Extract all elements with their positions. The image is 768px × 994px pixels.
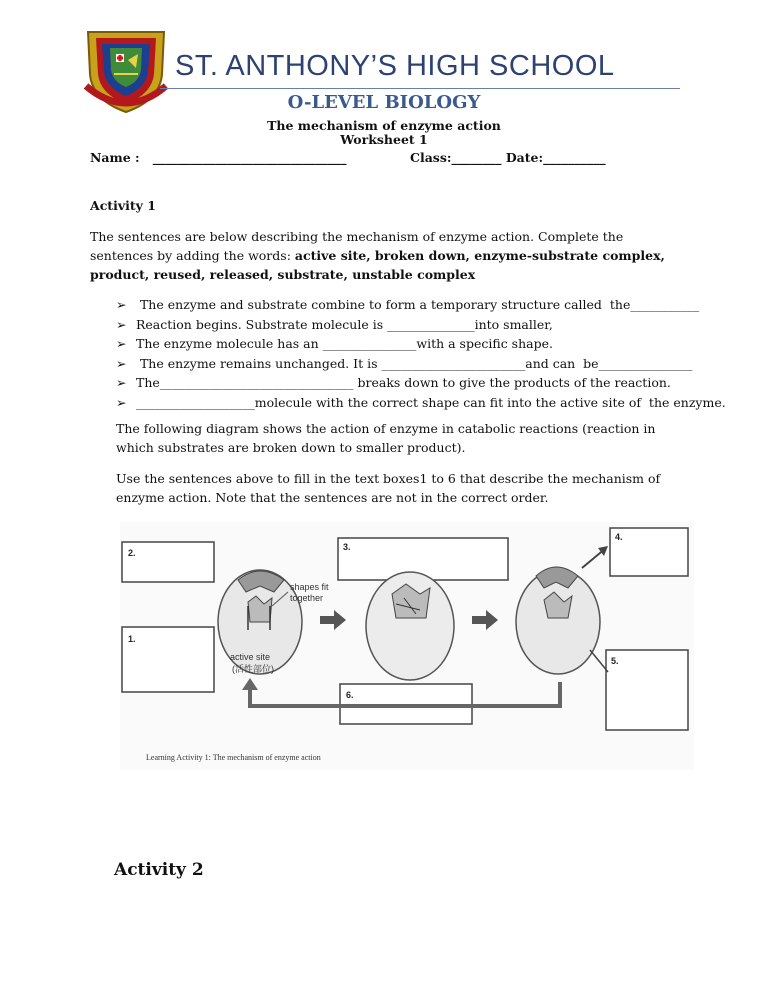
answer-box-1[interactable] [122, 627, 214, 692]
active-site-label: active site [230, 652, 271, 662]
activity-1-intro [90, 227, 670, 284]
enzyme-substrate-complex-illustration [366, 572, 454, 680]
shapes-fit-label: shapes fit [290, 582, 329, 592]
arrow-bullet-icon: ➢ [116, 297, 127, 312]
active-site-chinese-label: (活性部位) [232, 664, 274, 674]
box-label-5: 5. [611, 656, 619, 666]
list-item[interactable] [116, 375, 696, 395]
sentence-text: The enzyme and substrate combine to form a temporary structure called the___________ [136, 297, 700, 312]
arrow-bullet-icon: ➢ [116, 375, 127, 390]
activity-2-heading: Activity 2 [114, 860, 204, 880]
list-item[interactable] [116, 356, 696, 376]
box-label-1: 1. [128, 634, 136, 644]
shapes-fit-label-line-2: together [290, 593, 324, 603]
worksheet-title: The mechanism of enzyme action [267, 118, 501, 133]
class-date-field[interactable]: Class:________ Date:__________ [410, 150, 606, 165]
box-label-6: 6. [346, 690, 354, 700]
word-bank: active site, broken down, enzyme-substrate complex, product, reused, released, substrate, unstable complex [90, 248, 665, 282]
arrow-bullet-icon: ➢ [116, 394, 127, 410]
subject-title: O-LEVEL BIOLOGY [287, 92, 481, 113]
arrow-bullet-icon: ➢ [116, 316, 127, 332]
enzyme-mechanism-diagram [120, 522, 694, 770]
sentence-text: The enzyme molecule has an _______________with a specific shape. [136, 336, 553, 351]
list-item[interactable] [116, 297, 700, 317]
box-label-2: 2. [128, 548, 136, 558]
school-name: ST. ANTHONY’S HIGH SCHOOL [175, 50, 615, 82]
sentence-text: The enzyme remains unchanged. It is _______________________and can be_______________ [136, 355, 693, 371]
worksheet-number: Worksheet 1 [340, 132, 428, 147]
activity-1-heading: Activity 1 [90, 198, 156, 213]
list-item[interactable] [116, 336, 696, 356]
diagram-description: The following diagram shows the action of enzyme in catabolic reactions (reaction in which substrates are broken down to smaller product). [116, 421, 656, 455]
sentence-text: The_______________________________ breaks down to give the products of the reaction. [136, 375, 671, 390]
list-item[interactable] [116, 317, 696, 337]
list-item[interactable] [116, 394, 726, 415]
name-field[interactable]: Name : _______________________________ [90, 150, 347, 165]
arrow-bullet-icon: ➢ [116, 355, 127, 371]
box-label-4: 4. [615, 532, 623, 542]
intro-text: The sentences are below describing the mechanism of enzyme action. Complete the sentences by adding the words: [90, 229, 624, 263]
header-divider [160, 88, 680, 89]
answer-box-2[interactable] [122, 542, 214, 582]
box-label-3: 3. [343, 542, 351, 552]
diagram-caption: Learning Activity 1: The mechanism of enzyme action [146, 753, 321, 762]
sentence-list [116, 297, 726, 414]
sentence-text: ___________________molecule with the correct shape can fit into the active site of the enzyme. [136, 394, 726, 410]
arrow-bullet-icon: ➢ [116, 336, 127, 351]
sentence-text: Reaction begins. Substrate molecule is ______________into smaller, [136, 316, 553, 332]
instruction-text: Use the sentences above to fill in the text boxes1 to 6 that describe the mechanism of enzyme action. Note that the sentences are not in the correct order. [116, 471, 661, 505]
